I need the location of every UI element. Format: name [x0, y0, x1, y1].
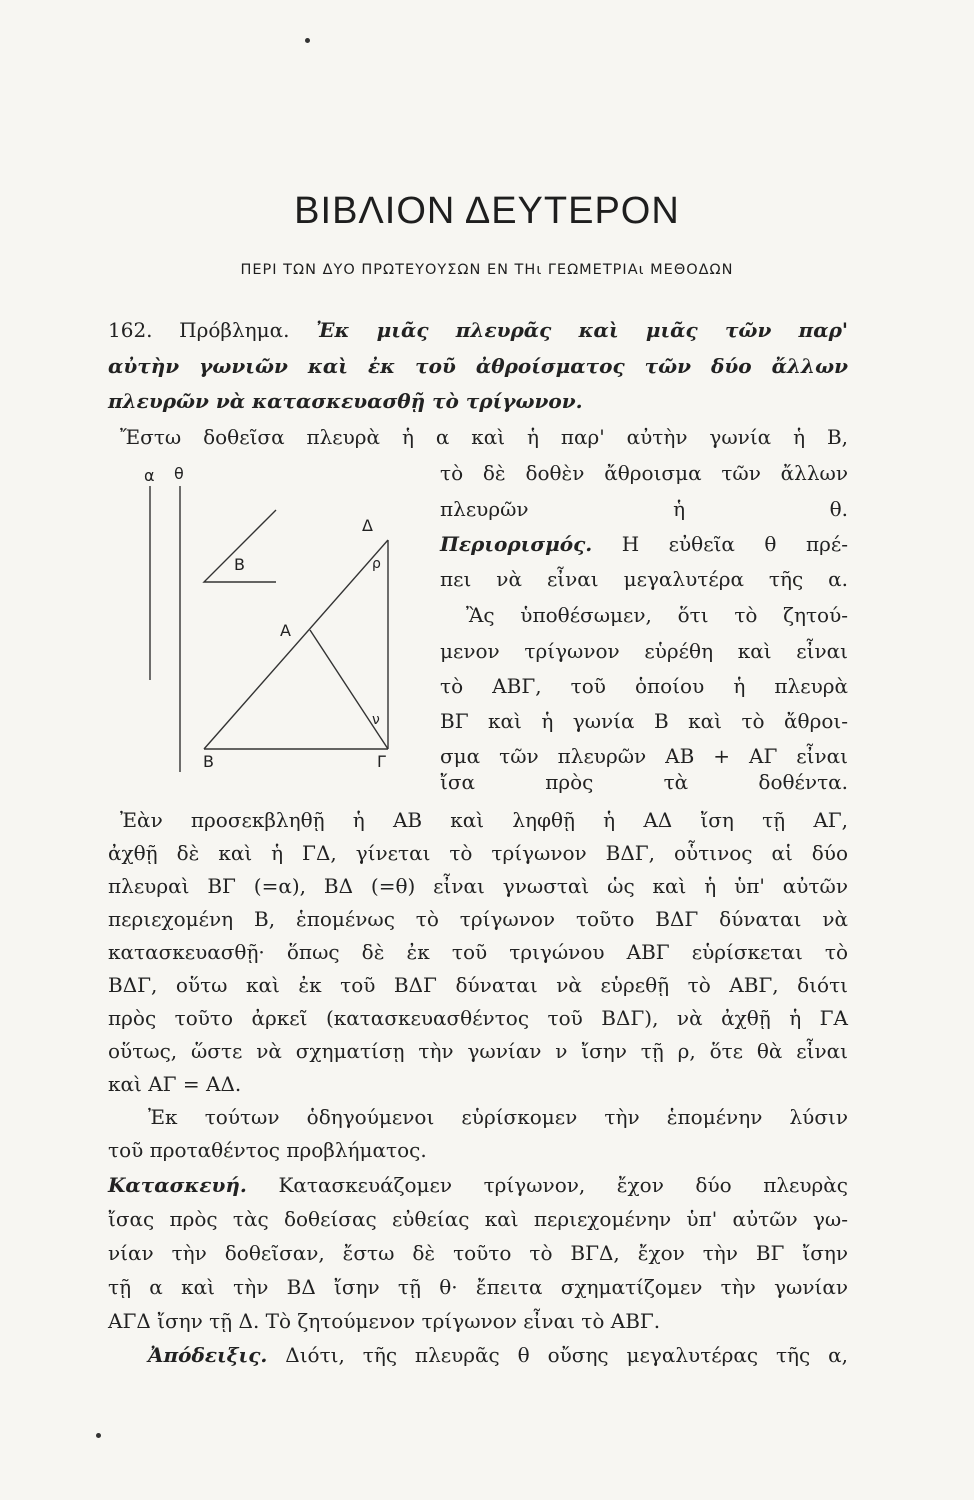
right-line-10: ἴσα πρὸς τὰ δοθέντα.	[440, 770, 848, 794]
label-nu: ν	[372, 712, 380, 728]
label-alpha: α	[144, 466, 155, 485]
analysis-line-6: ΒΔΓ, οὕτω καὶ ἐκ τοῦ ΒΔΓ δύναται νὰ εὑρεθῇ τὸ ΑΒΓ, διότι	[108, 973, 848, 997]
analysis-line-7: πρὸς τοῦτο ἀρκεῖ (κατασκευασθέντος τοῦ ΒΔΓ), νὰ ἀχθῇ ἡ ΓΑ	[108, 1006, 848, 1030]
geometry-figure	[130, 460, 430, 780]
ink-speck	[96, 1433, 101, 1438]
right-line-5: Ἂς ὑποθέσωμεν, ὅτι τὸ ζητού-	[466, 603, 848, 627]
problem-statement-2: αὐτὴν γωνιῶν καὶ ἐκ τοῦ ἀθροίσματος τῶν δύο ἄλλων	[108, 354, 848, 378]
chapter-subtitle: ΠΕΡΙ ΤΩΝ ΔΥΟ ΠΡΩΤΕΥΟΥΣΩΝ ΕΝ ΤΗι ΓΕΩΜΕΤΡΙΑι ΜΕΘΟΔΩΝ	[240, 262, 734, 278]
limitation-line	[440, 534, 848, 554]
construction-line-1	[108, 1175, 848, 1195]
right-line-6: μενον τρίγωνον εὑρέθη καὶ εἶναι	[440, 639, 848, 663]
limitation-label: Περιορισμός.	[440, 532, 593, 556]
right-line-7: τὸ ΑΒΓ, τοῦ ὁποίου ἡ πλευρὰ	[440, 674, 848, 698]
analysis-line-1: Ἐὰν προσεκβληθῇ ἡ ΑΒ καὶ ληφθῇ ἡ ΑΔ ἴση τῇ ΑΓ,	[120, 808, 848, 832]
problem-number: 162.	[108, 318, 153, 342]
label-gamma: Γ	[377, 752, 386, 771]
problem-statement-1: Ἐκ μιᾶς πλευρᾶς καὶ μιᾶς τῶν παρ'	[316, 318, 849, 342]
right-line-8: ΒΓ καὶ ἡ γωνία Β καὶ τὸ ἄθροι-	[440, 709, 848, 733]
label-A: Α	[280, 621, 291, 640]
given-line: Ἔστω δοθεῖσα πλευρὰ ἡ α καὶ ἡ παρ' αὐτὴν γωνία ἡ Β,	[120, 425, 848, 449]
label-rho: ρ	[372, 556, 381, 572]
construction-text-1: Κατασκευάζομεν τρίγωνον, ἔχον δύο πλευρὰς	[278, 1173, 849, 1197]
analysis-line-8: οὕτως, ὥστε νὰ σχηματίσῃ τὴν γωνίαν ν ἴσην τῇ ρ, ὅτε θὰ εἶναι	[108, 1039, 848, 1063]
label-theta: θ	[174, 464, 184, 483]
analysis-line-11: τοῦ προταθέντος προβλήματος.	[108, 1138, 427, 1162]
ink-speck	[305, 38, 310, 43]
construction-line-4: τῇ α καὶ τὴν ΒΔ ἴσην τῇ θ· ἔπειτα σχηματίζομεν τὴν γωνίαν	[108, 1275, 848, 1299]
proof-text: Διότι, τῆς πλευρᾶς θ οὔσης μεγαλυτέρας τῆς α,	[285, 1343, 849, 1367]
right-line-9: σμα τῶν πλευρῶν ΑΒ + ΑΓ εἶναι	[440, 744, 848, 768]
segment-B-D	[204, 540, 388, 749]
right-line-3: Η εὐθεῖα θ πρέ-	[621, 532, 848, 556]
analysis-line-2: ἀχθῇ δὲ καὶ ἡ ΓΔ, γίνεται τὸ τρίγωνον ΒΔΓ, οὗτινος αἱ δύο	[108, 841, 848, 865]
construction-line-2: ἴσας πρὸς τὰς δοθείσας εὐθείας καὶ περιεχομένην ὑπ' αὐτῶν γω-	[108, 1207, 848, 1231]
right-line-2: πλευρῶν ἡ θ.	[440, 497, 848, 521]
label-angle-B-small: Β	[234, 555, 245, 574]
segment-A-G	[310, 630, 388, 749]
analysis-line-10: Ἐκ τούτων ὁδηγούμενοι εὑρίσκομεν τὴν ἑπομένην λύσιν	[148, 1105, 848, 1129]
construction-label: Κατασκευή.	[108, 1173, 247, 1197]
analysis-line-3: πλευραὶ ΒΓ (=α), ΒΔ (=θ) εἶναι γνωσταὶ ὡς καὶ ἡ ὑπ' αὐτῶν	[108, 874, 848, 898]
construction-line-5: ΑΓΔ ἴσην τῇ Δ. Τὸ ζητούμενον τρίγωνον εἶναι τὸ ΑΒΓ.	[108, 1309, 661, 1333]
page-title: ΒΙΒΛΙΟΝ ΔΕΥΤΕΡΟΝ	[294, 190, 680, 232]
label-delta: Δ	[362, 516, 373, 535]
problem-label: Πρόβλημα.	[179, 318, 290, 342]
problem-statement-3: πλευρῶν νὰ κατασκευασθῇ τὸ τρίγωνον.	[108, 389, 583, 413]
proof-line	[148, 1345, 848, 1365]
label-B: Β	[203, 752, 214, 771]
problem-line-1	[108, 320, 848, 340]
analysis-line-4: περιεχομένη Β, ἑπομένως τὸ τρίγωνον τοῦτο ΒΔΓ δύναται νὰ	[108, 907, 848, 931]
construction-line-3: νίαν τὴν δοθεῖσαν, ἔστω δὲ τοῦτο τὸ ΒΓΔ, ἔχον τὴν ΒΓ ἴσην	[108, 1241, 848, 1265]
proof-label: Ἀπόδειξις.	[148, 1343, 268, 1367]
right-line-4: πει νὰ εἶναι μεγαλυτέρα τῆς α.	[440, 567, 848, 591]
analysis-line-5: κατασκευασθῇ· ὅπως δὲ ἐκ τοῦ τριγώνου ΑΒΓ εὑρίσκεται τὸ	[108, 940, 848, 964]
analysis-line-9: καὶ ΑΓ = ΑΔ.	[108, 1072, 242, 1096]
right-line-1: τὸ δὲ δοθὲν ἄθροισμα τῶν ἄλλων	[440, 461, 848, 485]
